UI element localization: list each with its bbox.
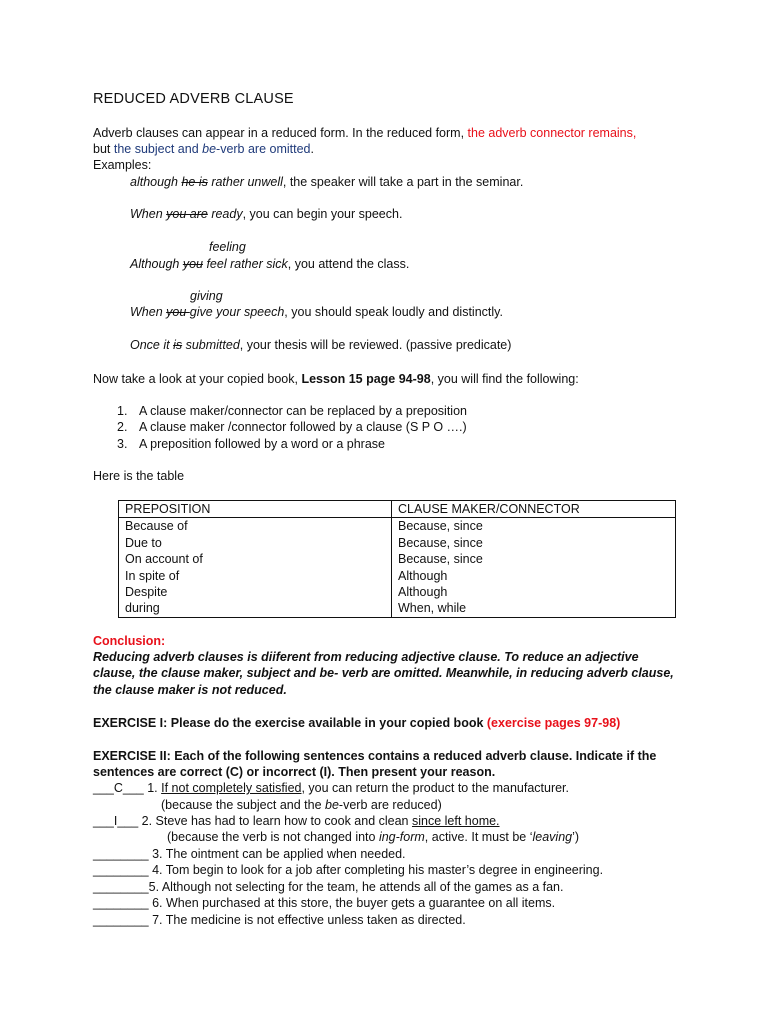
- lesson-reference: Lesson 15 page 94-98: [301, 372, 431, 386]
- intro-lead: but: [93, 142, 114, 156]
- table-cell: Because, since: [398, 535, 483, 550]
- example-text: Although: [130, 257, 183, 271]
- table-cell: Because of: [125, 519, 188, 534]
- reason-text: (because the verb is not changed into: [167, 830, 379, 844]
- example-main-clause: , your thesis will be reviewed. (passive predicate): [239, 338, 512, 352]
- exercise-1-text: EXERCISE I: Please do the exercise available in your copied book: [93, 716, 487, 730]
- conclusion-label: Conclusion:: [93, 634, 166, 648]
- intro-highlight-blue-2: -verb are omitted: [216, 142, 311, 156]
- list-item: [117, 436, 385, 452]
- example-main-clause: , the speaker will take a part in the seminar.: [282, 175, 524, 189]
- exercise-2-instruction: EXERCISE II: Each of the following sentences contains a reduced adverb clause. Indicate if the: [93, 749, 657, 763]
- exercise-1-pages: (exercise pages 97-98): [486, 716, 621, 730]
- reason-italic: be: [325, 798, 339, 812]
- connector-column: [392, 518, 676, 617]
- intro-text: Adverb clauses can appear in a reduced form. In the reduced form,: [93, 126, 468, 140]
- table-cell: Because, since: [398, 552, 483, 567]
- example-main-clause: , you should speak loudly and distinctly.: [284, 305, 503, 319]
- example-text: submitted: [182, 338, 240, 352]
- example-4-note: giving: [190, 289, 223, 303]
- example-text: although: [130, 175, 182, 189]
- example-text: Once it: [130, 338, 174, 352]
- table-cell: during: [125, 601, 160, 616]
- intro-line-1: [93, 125, 636, 141]
- table-cell: Due to: [125, 535, 162, 550]
- table-cell: On account of: [125, 552, 203, 567]
- exercise-1: [93, 715, 620, 731]
- exercise-question-2: [93, 813, 500, 829]
- conclusion-line: clause, the clause maker, subject and be- verb are omitted. Meanwhile, in reducing adverb clause,: [93, 666, 674, 680]
- reason-italic: ing-form: [378, 830, 425, 844]
- exercise-question-1: [93, 780, 569, 796]
- list-text: A preposition followed by a word or a phrase: [139, 437, 385, 451]
- intro-highlight-red: the adverb connector remains,: [467, 126, 637, 140]
- struck-words: is: [173, 338, 183, 352]
- exercise-question-4: ________ 4. Tom begin to look for a job after completing his master’s degree in engineering.: [93, 863, 604, 877]
- question-1-reason: [161, 797, 442, 813]
- copied-book-line: [93, 371, 579, 387]
- exercise-2-instruction: sentences are correct (C) or incorrect (I). Then present your reason.: [93, 765, 496, 779]
- copied-book-text: Now take a look at your copied book,: [93, 372, 302, 386]
- question-number: 1.: [143, 781, 162, 795]
- example-text: When: [130, 305, 167, 319]
- example-5: [130, 337, 511, 353]
- struck-words: he is: [181, 175, 208, 189]
- intro-be: be: [202, 142, 217, 156]
- example-text: ready: [207, 207, 243, 221]
- list-number: 1.: [117, 404, 128, 418]
- table-cell: When, while: [398, 601, 467, 616]
- table-cell: Although: [398, 568, 448, 583]
- example-2: [130, 206, 402, 222]
- preposition-table: [118, 500, 676, 618]
- struck-words: you: [182, 257, 203, 271]
- exercise-question-7: ________ 7. The medicine is not effective unless taken as directed.: [93, 913, 466, 927]
- reason-text: , active. It must be ‘: [424, 830, 533, 844]
- underlined-clause: If not completely satisfied: [161, 781, 302, 795]
- list-item: [117, 419, 467, 435]
- example-text: rather unwell: [207, 175, 283, 189]
- column-header: CLAUSE MAKER/CONNECTOR: [392, 501, 676, 518]
- reason-text-end: -verb are reduced): [338, 798, 442, 812]
- table-body: [119, 518, 676, 617]
- example-text: feel rather sick: [202, 257, 288, 271]
- example-3: [130, 256, 409, 272]
- example-text: When: [130, 207, 167, 221]
- example-main-clause: , you can begin your speech.: [242, 207, 403, 221]
- question-text: 2. Steve has had to learn how to cook and clean: [138, 814, 412, 828]
- list-number: 2.: [117, 420, 128, 434]
- underlined-clause: since left home.: [411, 814, 500, 828]
- table-cell: Despite: [125, 585, 168, 600]
- list-item: [117, 403, 467, 419]
- exercise-question-6: ________ 6. When purchased at this store, the buyer gets a guarantee on all items.: [93, 896, 556, 910]
- example-text: give your speech: [189, 305, 285, 319]
- table-intro: Here is the table: [93, 469, 185, 483]
- table-cell: In spite of: [125, 568, 180, 583]
- conclusion-line: the clause maker is not reduced.: [93, 683, 287, 697]
- intro-highlight-blue: the subject and: [113, 142, 203, 156]
- intro-end: .: [310, 142, 314, 156]
- table-header-row: [119, 501, 676, 518]
- example-4: [130, 304, 503, 320]
- list-number: 3.: [117, 437, 128, 451]
- table-cell: Although: [398, 585, 448, 600]
- reason-text: (because the subject and the: [161, 798, 326, 812]
- examples-label: Examples:: [93, 158, 152, 172]
- question-text: , you can return the product to the manufacturer.: [301, 781, 570, 795]
- intro-line-2: [93, 141, 314, 157]
- question-2-reason: [167, 829, 579, 845]
- struck-words: you are: [166, 207, 208, 221]
- page-title: REDUCED ADVERB CLAUSE: [93, 91, 294, 107]
- preposition-column: [119, 518, 392, 617]
- example-3-note: feeling: [209, 240, 246, 254]
- answer-blank: ___C___: [93, 781, 144, 795]
- list-text: A clause maker/connector can be replaced by a preposition: [139, 404, 467, 418]
- example-main-clause: , you attend the class.: [287, 257, 410, 271]
- example-1: [130, 174, 523, 190]
- exercise-question-5: ________5. Although not selecting for the team, he attends all of the games as a fan.: [93, 880, 564, 894]
- answer-blank: ___I___: [93, 814, 139, 828]
- reason-text-end: ’): [572, 830, 580, 844]
- exercise-question-3: ________ 3. The ointment can be applied when needed.: [93, 847, 406, 861]
- list-text: A clause maker /connector followed by a clause (S P O ….): [139, 420, 467, 434]
- column-header: PREPOSITION: [119, 501, 392, 518]
- conclusion-line: Reducing adverb clauses is diiferent from reducing adjective clause. To reduce an adjective: [93, 650, 639, 664]
- copied-book-text-end: , you will find the following:: [430, 372, 579, 386]
- table-cell: Because, since: [398, 519, 483, 534]
- struck-words: you: [166, 305, 190, 319]
- reason-italic: leaving: [532, 830, 573, 844]
